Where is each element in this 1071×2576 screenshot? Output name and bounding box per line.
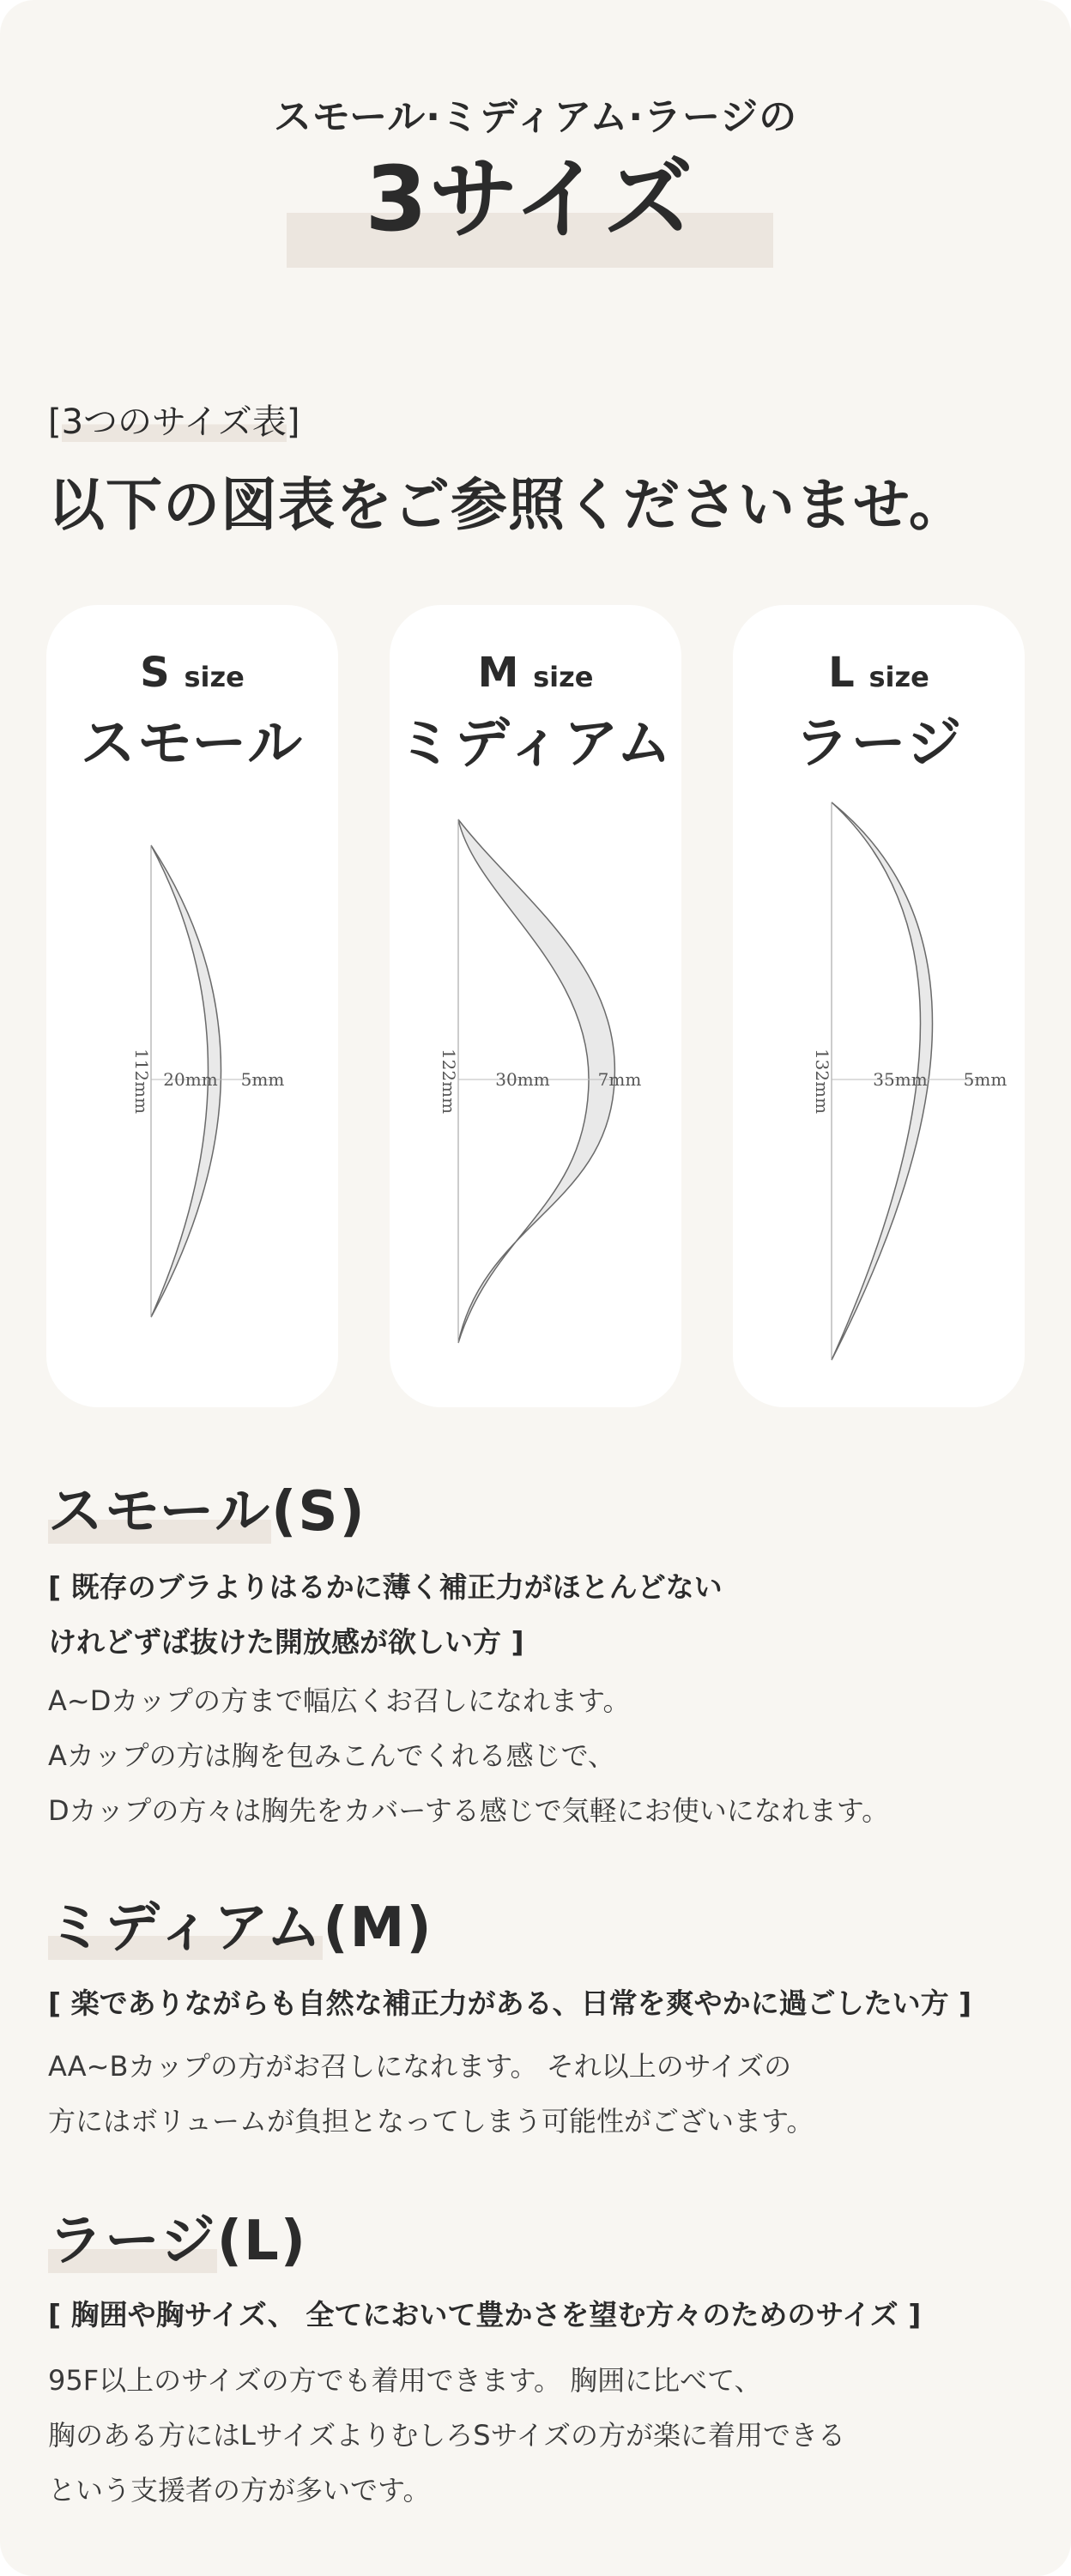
section-body-small — [48, 1673, 889, 1838]
section-tag-small: [ 既存のブラよりはるかに薄く補正力がほとんどない けれどずば抜けた開放感が欲しい方 ] — [48, 1570, 723, 1659]
body-line: という支援者の方が多いです。 — [48, 2474, 431, 2506]
height-label: 122mm — [439, 1048, 459, 1115]
depth-label: 35mm — [873, 1069, 928, 1090]
body-line: Aカップの方は胸を包みこんでくれる感じで、 — [48, 1739, 615, 1772]
pad-diagram-medium — [390, 605, 681, 1407]
size-card-name: スモール — [80, 712, 305, 776]
height-label: 112mm — [131, 1048, 152, 1115]
size-table-tag: [3つのサイズ表] — [48, 402, 300, 442]
thickness-label: 7mm — [597, 1069, 642, 1090]
body-line: 方にはボリュームが負担となってしまう可能性がございます。 — [48, 2105, 814, 2138]
body-line: 95F以上のサイズの方でも着用できます。 胸囲に比べて、 — [48, 2364, 762, 2397]
size-unit: size — [868, 661, 929, 693]
section-tag-medium: [ 楽でありながらも自然な補正力がある、日常を爽やかに過ごしたい方 ] — [48, 1986, 972, 2020]
section-heading-code: (S) — [271, 1480, 366, 1544]
body-line: Dカップの方々は胸先をカバーする感じで気軽にお使いになれます。 — [48, 1794, 890, 1827]
depth-label: 20mm — [163, 1069, 218, 1090]
size-letter: L — [828, 649, 855, 697]
section-heading-code: (L) — [216, 2210, 308, 2273]
size-table-tag-label: 3つのサイズ表 — [61, 402, 287, 442]
section-heading-small — [48, 1467, 366, 1546]
height-label: 132mm — [812, 1048, 832, 1115]
pad-diagram-large — [733, 605, 1025, 1407]
size-unit: size — [184, 661, 245, 693]
size-card-small — [46, 605, 338, 1407]
section-heading-medium — [48, 1884, 433, 1962]
size-card-name: ミディアム — [397, 712, 674, 776]
size-card-large — [733, 605, 1025, 1407]
section-body-medium — [48, 2039, 814, 2149]
size-letter: M — [477, 649, 519, 697]
thickness-label: 5mm — [240, 1069, 285, 1090]
hero-title-block — [287, 137, 773, 268]
body-line: A~Dカップの方まで幅広くお召しになれます。 — [48, 1684, 631, 1717]
pad-diagram-small — [46, 605, 338, 1407]
section-heading-code: (M) — [323, 1896, 433, 1960]
size-unit: size — [533, 661, 594, 693]
depth-label: 30mm — [495, 1069, 550, 1090]
thickness-label: 5mm — [963, 1069, 1007, 1090]
size-card-name: ラージ — [794, 712, 964, 776]
hero-title: 3サイズ — [365, 147, 695, 251]
section-heading-main: スモール — [48, 1480, 272, 1544]
section-tag-large: [ 胸囲や胸サイズ、 全てにおいて豊かさを望む方々のためのサイズ ] — [48, 2298, 922, 2331]
body-line: AA~Bカップの方がお召しになれます。 それ以上のサイズの — [48, 2050, 792, 2083]
section-heading-main: ミディアム — [48, 1896, 324, 1960]
size-letter: S — [140, 649, 170, 697]
section-body-large — [48, 2353, 845, 2518]
intro-heading: 以下の図表をご参照くださいませ。 — [48, 472, 967, 538]
hero-subtitle: スモール·ミディアム·ラージの — [273, 95, 798, 139]
section-heading-main: ラージ — [48, 2210, 217, 2273]
section-heading-large — [48, 2197, 307, 2276]
body-line: 胸のある方にはLサイズよりむしろSサイズの方が楽に着用できる — [48, 2419, 846, 2452]
size-card-medium — [390, 605, 681, 1407]
